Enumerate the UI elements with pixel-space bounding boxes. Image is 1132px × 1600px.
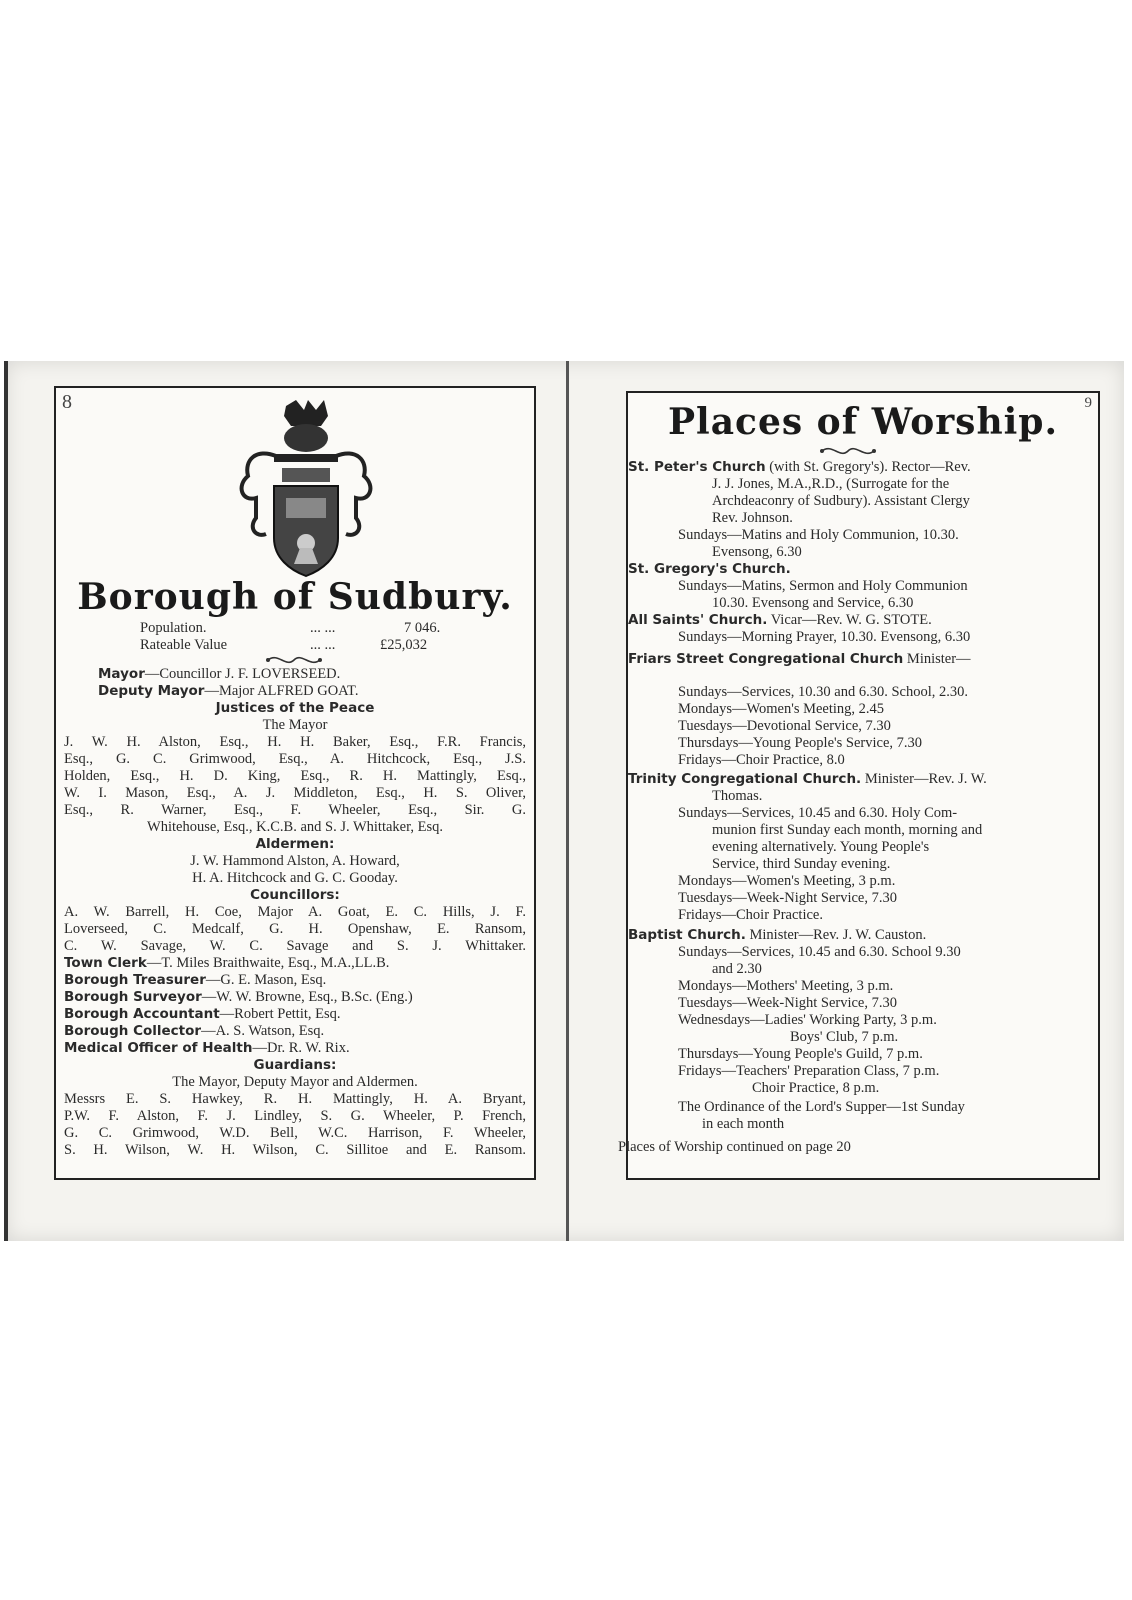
population-dots: ... ...	[310, 620, 336, 636]
ornament-icon	[264, 654, 324, 666]
booklet-edge	[4, 361, 8, 1241]
page-footer: Places of Worship continued on page 20	[618, 1139, 851, 1155]
service-times: Mondays—Mothers' Meeting, 3 p.m.	[678, 978, 894, 994]
service-times: Tuesdays—Week-Night Service, 7.30	[678, 890, 897, 906]
church-entry	[628, 651, 971, 668]
aldermen-line: J. W. Hammond Alston, A. Howard,	[190, 853, 400, 869]
left-page	[54, 386, 536, 1180]
church-entry	[628, 771, 987, 788]
officer-line	[64, 989, 413, 1006]
mayor-line	[98, 666, 340, 683]
officer-title: Town Clerk	[64, 955, 147, 971]
officer-title: Borough Surveyor	[64, 989, 202, 1005]
church-name: Trinity Congregational Church.	[628, 771, 862, 787]
deputy-mayor-line	[98, 683, 358, 700]
church-name: Friars Street Congregational Church	[628, 651, 904, 667]
service-times: Choir Practice, 8 p.m.	[752, 1080, 880, 1096]
justices-line: Whitehouse, Esq., K.C.B. and S. J. Whittaker, Esq.	[147, 819, 443, 835]
councillors-line: A. W. Barrell, H. Coe, Major A. Goat, E. C. Hills, J. F.	[64, 904, 526, 920]
guardians-line: The Mayor, Deputy Mayor and Aldermen.	[172, 1074, 418, 1090]
councillors-line: C. W. Savage, W. C. Savage and S. J. Whittaker.	[64, 938, 526, 954]
officer-name: —G. E. Mason, Esq.	[205, 972, 327, 988]
officer-name: —Robert Pettit, Esq.	[219, 1006, 341, 1022]
officer-name: —W. W. Browne, Esq., B.Sc. (Eng.)	[201, 989, 413, 1005]
church-name: St. Peter's Church	[628, 459, 766, 475]
justices-line: Esq., R. Warner, Esq., F. Wheeler, Esq., Sir. G.	[64, 802, 526, 818]
service-times: Tuesdays—Week-Night Service, 7.30	[678, 995, 897, 1011]
guardians-line: G. C. Grimwood, W.D. Bell, W.C. Harrison, F. Wheeler,	[64, 1125, 526, 1141]
service-times: The Ordinance of the Lord's Supper—1st Sunday	[678, 1099, 965, 1115]
service-times: Mondays—Women's Meeting, 3 p.m.	[678, 873, 896, 889]
population-value: 7 046.	[404, 620, 441, 636]
guardians-heading: Guardians:	[253, 1057, 337, 1073]
church-name: Baptist Church.	[628, 927, 746, 943]
service-times: 10.30. Evensong and Service, 6.30	[712, 595, 914, 611]
service-times: Evensong, 6.30	[712, 544, 802, 560]
church-name: St. Gregory's Church.	[628, 561, 791, 577]
service-times: Fridays—Choir Practice, 8.0	[678, 752, 845, 768]
officer-title: Borough Treasurer	[64, 972, 206, 988]
guardians-line: S. H. Wilson, W. H. Wilson, C. Sillitoe and E. Ransom.	[64, 1142, 526, 1158]
councillors-line: Loverseed, C. Medcalf, G. H. Openshaw, E. Ransom,	[64, 921, 526, 937]
rateable-value-dots: ... ...	[310, 637, 336, 653]
church-desc: Minister—Rev. J. W. Causton.	[745, 927, 927, 943]
officer-title: Borough Collector	[64, 1023, 202, 1039]
service-times: Sundays—Services, 10.45 and 6.30. Holy Com-	[678, 805, 958, 821]
officer-name: —Dr. R. W. Rix.	[252, 1040, 350, 1056]
service-times: Thursdays—Young People's Service, 7.30	[678, 735, 923, 751]
deputy-mayor-label: Deputy Mayor	[98, 683, 205, 699]
church-entry	[628, 459, 971, 476]
service-times: Sundays—Services, 10.30 and 6.30. School, 2.30.	[678, 684, 968, 700]
booklet-spine	[566, 361, 569, 1241]
justices-line: W. I. Mason, Esq., A. J. Middleton, Esq., H. S. Oliver,	[64, 785, 526, 801]
justices-heading: Justices of the Peace	[215, 700, 375, 716]
church-desc: (with St. Gregory's). Rector—Rev.	[765, 459, 971, 475]
service-times: Fridays—Choir Practice.	[678, 907, 823, 923]
guardians-line: Messrs E. S. Hawkey, R. H. Mattingly, H. A. Bryant,	[64, 1091, 526, 1107]
officer-line	[64, 1040, 350, 1057]
rateable-value-label: Rateable Value	[140, 637, 228, 653]
service-times: Boys' Club, 7 p.m.	[790, 1029, 899, 1045]
service-times: Mondays—Women's Meeting, 2.45	[678, 701, 885, 717]
page-title: Places of Worship.	[667, 401, 1059, 443]
service-times: Sundays—Morning Prayer, 10.30. Evensong, 6.30	[678, 629, 971, 645]
church-desc: Rev. Johnson.	[712, 510, 793, 526]
church-desc: Thomas.	[712, 788, 763, 804]
guardians-line: P.W. F. Alston, F. J. Lindley, S. G. Wheeler, P. French,	[64, 1108, 526, 1124]
service-times: munion first Sunday each month, morning and	[712, 822, 983, 838]
church-desc: Vicar—Rev. W. G. STOTE.	[767, 612, 932, 628]
church-entry	[628, 612, 932, 629]
officer-line	[64, 1006, 341, 1023]
officer-title: Medical Officer of Health	[64, 1040, 253, 1056]
officer-line	[64, 1023, 324, 1040]
service-times: Service, third Sunday evening.	[712, 856, 891, 872]
church-desc: Archdeaconry of Sudbury). Assistant Clergy	[712, 493, 970, 509]
mayor-text: —Councillor J. F. LOVERSEED.	[144, 666, 341, 682]
borough-crest-icon	[226, 398, 386, 578]
justices-line: Esq., G. C. Grimwood, Esq., A. Hitchcock, Esq., J.S.	[64, 751, 526, 767]
page-number: 8	[62, 391, 72, 413]
aldermen-line: H. A. Hitchcock and G. C. Gooday.	[192, 870, 398, 886]
ornament-icon	[818, 445, 878, 457]
service-times: Sundays—Services, 10.45 and 6.30. School 9.30	[678, 944, 961, 960]
church-name: All Saints' Church.	[628, 612, 768, 628]
church-desc: J. J. Jones, M.A.,R.D., (Surrogate for the	[712, 476, 950, 492]
officer-name: —A. S. Watson, Esq.	[201, 1023, 325, 1039]
service-times: Sundays—Matins, Sermon and Holy Communion	[678, 578, 968, 594]
page-title: Borough of Sudbury.	[77, 576, 513, 618]
officer-line	[64, 972, 326, 989]
justices-line: The Mayor	[262, 717, 328, 733]
service-times: Fridays—Teachers' Preparation Class, 7 p.m.	[678, 1063, 940, 1079]
officer-name: —T. Miles Braithwaite, Esq., M.A.,LL.B.	[146, 955, 390, 971]
service-times: Sundays—Matins and Holy Communion, 10.30.	[678, 527, 959, 543]
mayor-label: Mayor	[98, 666, 145, 682]
deputy-mayor-text: —Major ALFRED GOAT.	[204, 683, 359, 699]
church-entry	[628, 927, 926, 944]
officer-line	[64, 955, 389, 972]
service-times: evening alternatively. Young People's	[712, 839, 930, 855]
service-times: Tuesdays—Devotional Service, 7.30	[678, 718, 891, 734]
councillors-heading: Councillors:	[250, 887, 340, 903]
service-times: Wednesdays—Ladies' Working Party, 3 p.m.	[678, 1012, 937, 1028]
service-times: in each month	[702, 1116, 785, 1132]
officer-title: Borough Accountant	[64, 1006, 220, 1022]
service-times: and 2.30	[712, 961, 762, 977]
service-times: Thursdays—Young People's Guild, 7 p.m.	[678, 1046, 923, 1062]
justices-line: J. W. H. Alston, Esq., H. H. Baker, Esq., F.R. Francis,	[64, 734, 526, 750]
church-desc: Minister—	[903, 651, 971, 667]
justices-line: Holden, Esq., H. D. King, Esq., R. H. Mattingly, Esq.,	[64, 768, 526, 784]
page-number: 9	[1084, 395, 1092, 411]
population-label: Population.	[140, 620, 207, 636]
right-page	[618, 391, 1100, 1180]
aldermen-heading: Aldermen:	[255, 836, 335, 852]
rateable-value-value: £25,032	[380, 637, 428, 653]
church-desc: Minister—Rev. J. W.	[861, 771, 987, 787]
